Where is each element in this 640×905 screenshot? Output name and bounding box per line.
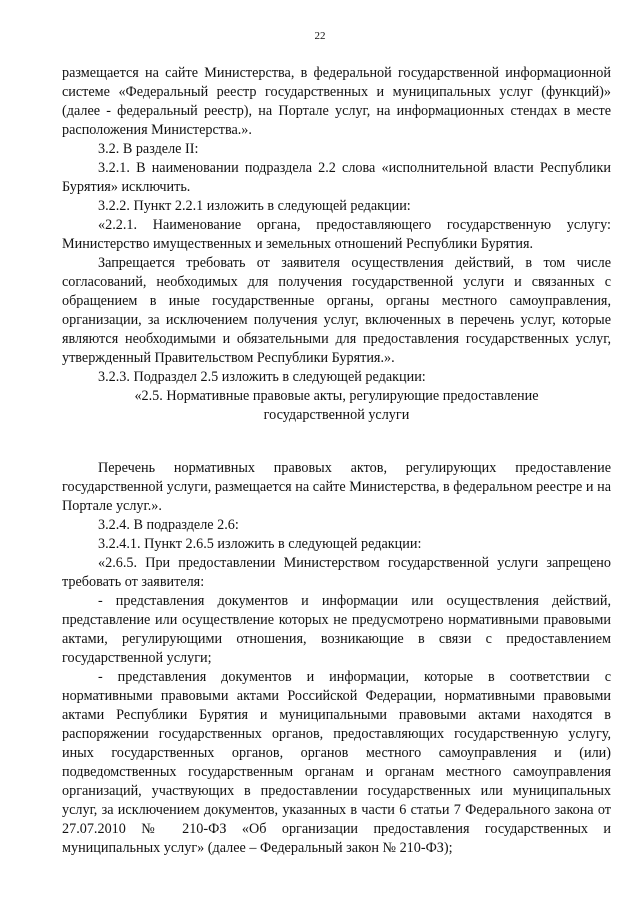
spacer <box>62 425 611 459</box>
paragraph-2-2-1: «2.2.1. Наименование органа, предоставляющего государственную услугу: Министерство имущественных и земельных отношений Республики Бурятия. <box>62 217 611 252</box>
document-body <box>62 64 611 858</box>
paragraph-3-2-3: 3.2.3. Подраздел 2.5 изложить в следующей редакции: <box>98 369 426 385</box>
paragraph-prohibition: Запрещается требовать от заявителя осуществления действий, в том числе согласований, необходимых для получения государственной услуги и связанных с обращением в иные государственные органы, органы местного самоуправления, организации, за исключением получения услуг, включенных в перечень услуг, которые являются необходимыми и обязательными для предоставления государственных услуг, утвержденный Правительством Республики Бурятия.». <box>62 255 611 366</box>
paragraph-intro: размещается на сайте Министерства, в федеральной государственной информационной системе «Федеральный реестр государственных и муниципальных услуг (функций)» (далее - федеральный реестр), на Портале услуг, на информационных стендах в месте расположения Министерства.». <box>62 65 611 138</box>
paragraph-3-2-4: 3.2.4. В подразделе 2.6: <box>98 517 239 533</box>
paragraph-3-2-2: 3.2.2. Пункт 2.2.1 изложить в следующей редакции: <box>98 198 411 214</box>
paragraph-3-2-1: 3.2.1. В наименовании подраздела 2.2 слова «исполнительной власти Республики Бурятия» исключить. <box>62 160 611 195</box>
paragraph-3-2-4-1: 3.2.4.1. Пункт 2.6.5 изложить в следующей редакции: <box>98 536 422 552</box>
subsection-heading-2-5: «2.5. Нормативные правовые акты, регулирующие предоставление государственной услуги <box>134 388 539 423</box>
paragraph-2-6-5: «2.6.5. При предоставлении Министерством государственной услуги запрещено требовать от заявителя: <box>62 555 611 590</box>
paragraph-3-2: 3.2. В разделе II: <box>98 141 199 157</box>
page-number: 22 <box>314 30 326 42</box>
list-item-documents-information: - представления документов и информации, которые в соответствии с нормативными правовыми актами Российской Федерации, нормативными правовыми актами Республики Бурятия и муниципальными правовыми актами находятся в распоряжении государственных органов, предоставляющих государственную услугу, иных государственных органов, органов местного самоуправления и (или) подведомственных государственным органам и органам местного самоуправления организаций, участвующих в предоставлении государственных или муниципальных услуг, за исключением документов, указанных в части 6 статьи 7 Федерального закона от 27.07.2010 № 210-ФЗ «Об организации предоставления государственных и муниципальных услуг» (далее – Федеральный закон № 210-ФЗ); <box>62 669 611 856</box>
paragraph-acts-list: Перечень нормативных правовых актов, регулирующих предоставление государственной услуги, размещается на сайте Министерства, в федеральном реестре и на Портале услуг.». <box>62 460 611 514</box>
list-item-documents-actions: - представления документов и информации или осуществления действий, представление или осуществление которых не предусмотрено нормативными правовыми актами, регулирующими отношения, возникающие в связи с предоставлением государственной услуги; <box>62 593 611 666</box>
